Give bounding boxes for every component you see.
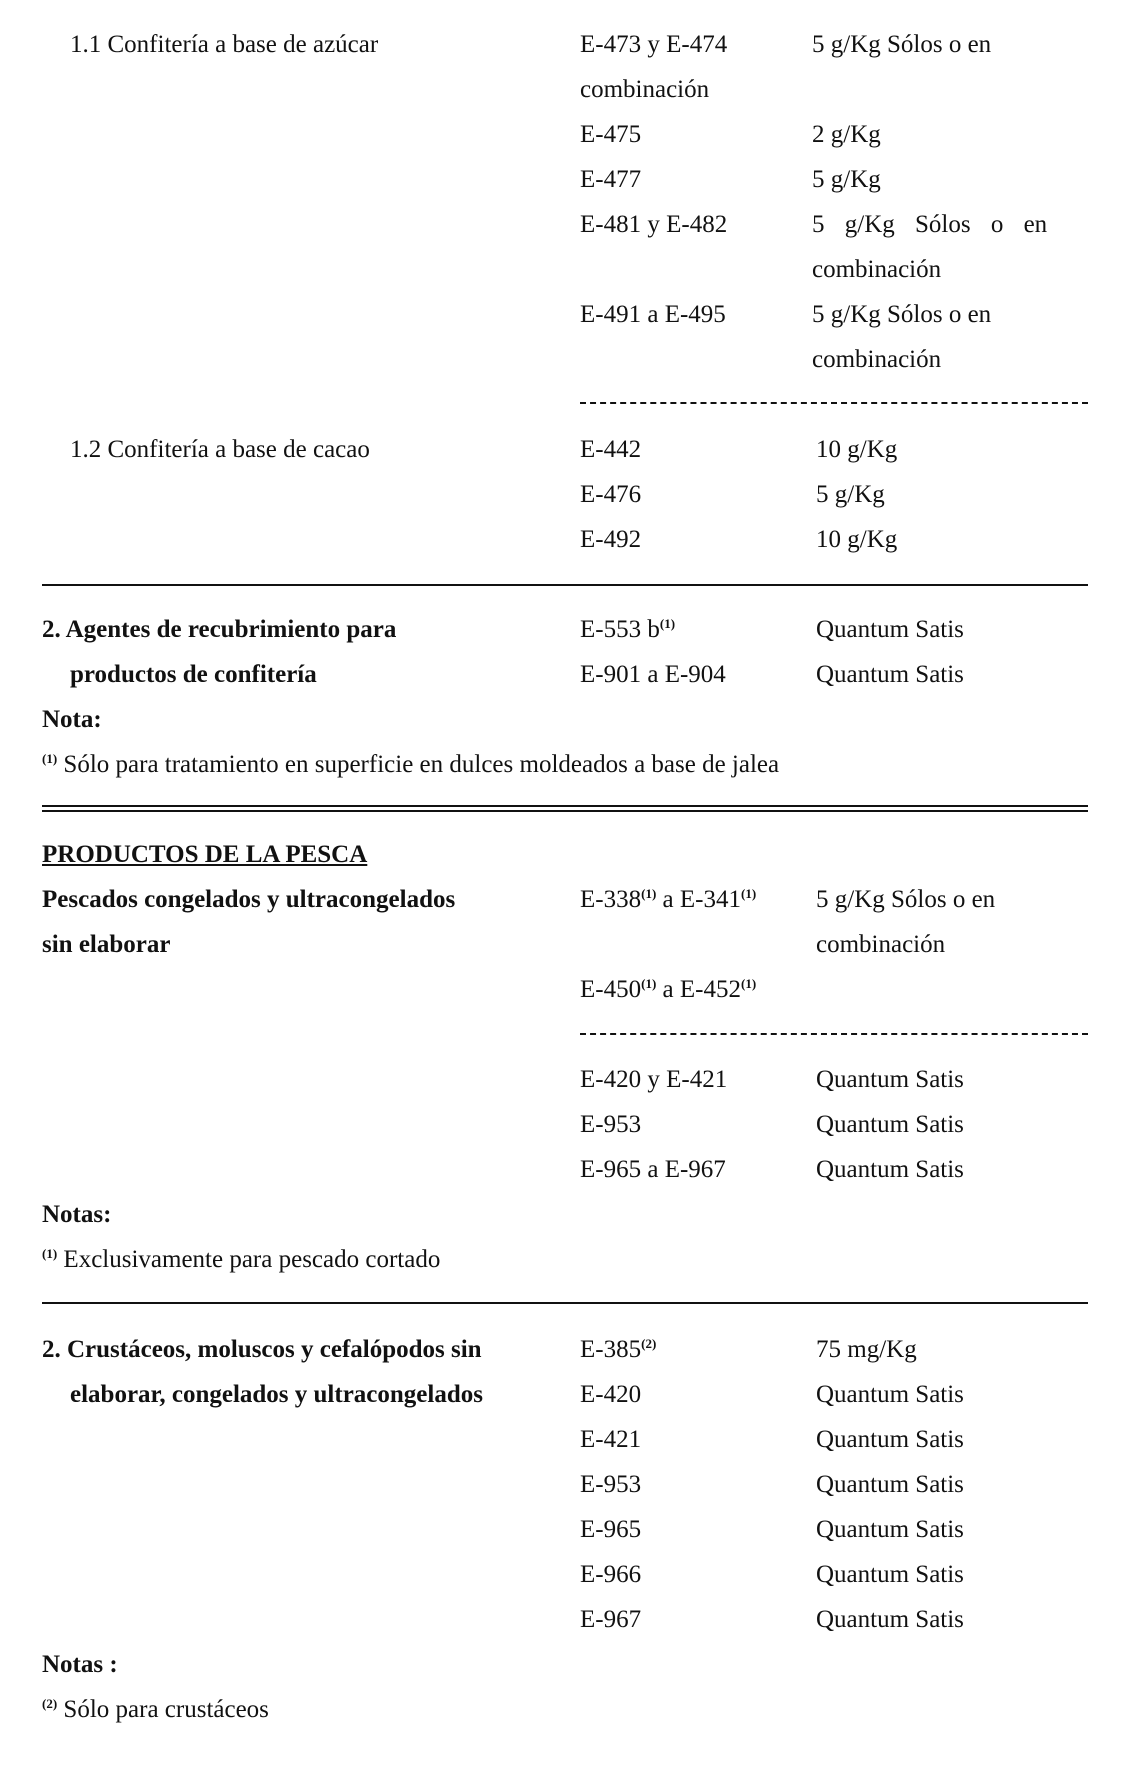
note-title: Nota: [42, 706, 102, 733]
additive-code: E-338$^{(1)}$ a E-341$^{(1)}$ [580, 886, 757, 913]
additive-code: E-475 [580, 121, 642, 148]
limit-value: Quantum Satis [816, 1426, 964, 1453]
limit-value: 2 g/Kg [812, 121, 881, 148]
footnote: $^{(2)}$ Sólo para crustáceos [42, 1696, 269, 1723]
limit-continuation: combinación [816, 931, 946, 958]
section-divider [42, 1302, 1088, 1304]
additive-code: E-492 [580, 526, 642, 553]
limit-value: Quantum Satis [816, 1471, 964, 1498]
additive-code: E-966 [580, 1561, 642, 1588]
crust-label: 2. Crustáceos, moluscos y cefalópodos sin [42, 1336, 482, 1363]
additive-code: E-967 [580, 1606, 642, 1633]
limit-continuation: combinación [812, 346, 942, 373]
limit-value: Quantum Satis [816, 1516, 964, 1543]
section-divider [42, 584, 1088, 586]
limit-value: Quantum Satis [816, 616, 964, 643]
limit-value: Quantum Satis [816, 1561, 964, 1588]
limit-value: 5 g/Kg Sólos o en [812, 31, 992, 58]
pesca-heading: PRODUCTOS DE LA PESCA [42, 841, 368, 868]
additive-code: E-421 [580, 1426, 642, 1453]
limit-value: Quantum Satis [816, 1066, 964, 1093]
crust-label-cont: elaborar, congelados y ultracongelados [70, 1381, 483, 1408]
limit-value: 5 g/Kg [816, 481, 885, 508]
limit-value: 5 g/Kg [812, 166, 881, 193]
additive-code: E-450$^{(1)}$ a E-452$^{(1)}$ [580, 976, 757, 1003]
additive-code: E-953 [580, 1471, 642, 1498]
limit-value: Quantum Satis [816, 1606, 964, 1633]
additive-code: E-953 [580, 1111, 642, 1138]
additive-code: E-420 [580, 1381, 642, 1408]
dashed-divider [580, 402, 1088, 404]
additive-code: E-965 [580, 1516, 642, 1543]
limit-value: 10 g/Kg [816, 526, 898, 553]
section-2-label: 2. Agentes de recubrimiento para [42, 616, 397, 643]
limit-value: Quantum Satis [816, 1111, 964, 1138]
additive-code: E-473 y E-474 [580, 31, 728, 58]
additive-code: E-901 a E-904 [580, 661, 726, 688]
dashed-divider [580, 1033, 1088, 1035]
additive-code: E-965 a E-967 [580, 1156, 726, 1183]
limit-continuation: combinación [812, 256, 942, 283]
note-title: Notas: [42, 1201, 112, 1228]
additive-code: E-476 [580, 481, 642, 508]
footnote: $^{(1)}$ Exclusivamente para pescado cortado [42, 1246, 441, 1273]
note-title: Notas : [42, 1651, 118, 1678]
additive-code: E-491 a E-495 [580, 301, 726, 328]
limit-value: 5 g/Kg Sólos o en [816, 886, 996, 913]
limit-value: Quantum Satis [816, 661, 964, 688]
section-2-label-cont: productos de confitería [70, 661, 317, 688]
section-1-1-label: 1.1 Confitería a base de azúcar [70, 31, 379, 58]
additive-code: E-481 y E-482 [580, 211, 728, 238]
limit-value: 5 g/Kg Sólos o en [812, 301, 992, 328]
footnote: $^{(1)}$ Sólo para tratamiento en superficie en dulces moldeados a base de jalea [42, 751, 780, 778]
section-1-2-label: 1.2 Confitería a base de cacao [70, 436, 370, 463]
additive-code: E-442 [580, 436, 642, 463]
limit-value: Quantum Satis [816, 1156, 964, 1183]
limit-value: 10 g/Kg [816, 436, 898, 463]
pesca-label-cont: sin elaborar [42, 931, 171, 958]
limit-value: Quantum Satis [816, 1381, 964, 1408]
additive-code: E-553 $b^{(1)}$ [580, 616, 676, 643]
double-divider [42, 805, 1088, 812]
pesca-label: Pescados congelados y ultracongelados [42, 886, 456, 913]
additive-code: E-477 [580, 166, 642, 193]
limit-value: 75 mg/Kg [816, 1336, 917, 1363]
additive-code: E-420 y E-421 [580, 1066, 728, 1093]
additive-code: E-385$^{(2)}$ [580, 1336, 657, 1363]
limit-value: 5 g/Kg Sólos o en [812, 211, 1048, 238]
limit-continuation: combinación [580, 76, 710, 103]
